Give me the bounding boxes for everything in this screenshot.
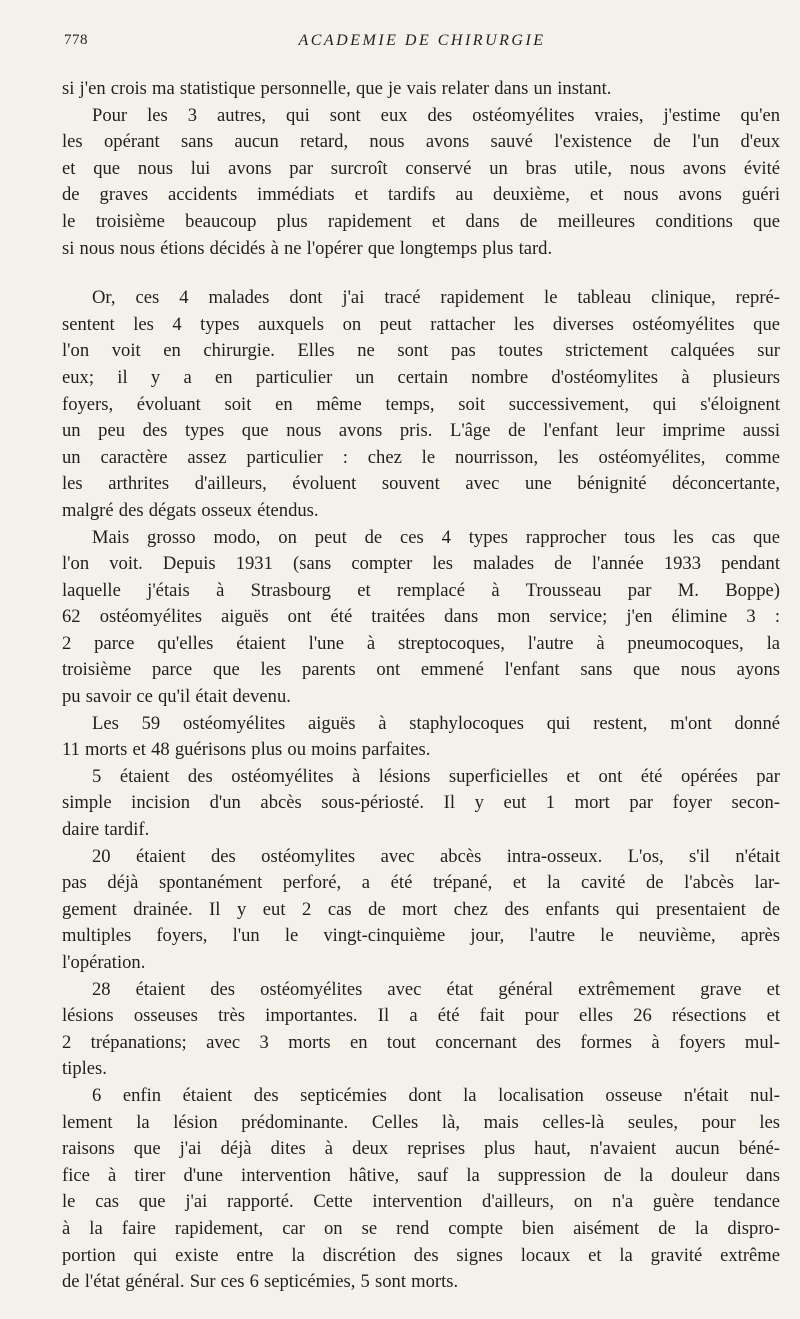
text-line: Pour les 3 autres, qui sont eux des ostéomyélites vraies, j'estime qu'en [92,104,780,126]
paragraph [62,76,780,103]
text-line: malgré des dégats osseux étendus. [62,499,319,521]
text-line: à la faire rapidement, car on se rend compte bien aisément de la dispro- [62,1217,780,1239]
text-line: et que nous lui avons par surcroît conservé un bras utile, nous avons évité [62,157,780,179]
text-line: simple incision d'un abcès sous-périosté. Il y eut 1 mort par foyer secon- [62,792,780,814]
text-line: 6 enfin étaient des septicémies dont la localisation osseuse n'était nul- [92,1084,780,1106]
text-line: Les 59 ostéomyélites aiguës à staphylocoques qui restent, m'ont donné [92,712,780,734]
running-head: ACADEMIE DE CHIRURGIE [298,32,546,49]
page-header [64,32,780,56]
paragraph [62,285,780,524]
paragraph [62,844,780,977]
paragraph-gap [62,262,780,285]
body-text [62,76,780,1296]
text-line: fice à tirer d'une intervention hâtive, sauf la suppression de la douleur dans [62,1164,780,1186]
text-line: de graves accidents immédiats et tardifs au deuxième, et nous avons guéri [62,184,780,206]
text-line: sentent les 4 types auxquels on peut rattacher les diverses ostéomyélites que [62,313,780,335]
text-line: pu savoir ce qu'il était devenu. [62,686,291,708]
text-line: 62 ostéomyélites aiguës ont été traitées dans mon service; j'en élimine 3 : [62,606,780,628]
text-line: Or, ces 4 malades dont j'ai tracé rapidement le tableau clinique, repré- [92,287,780,309]
paragraph [62,525,780,711]
text-line: lésions osseuses très importantes. Il a été fait pour elles 26 résections et [62,1005,780,1027]
text-line: 5 étaient des ostéomyélites à lésions superficielles et ont été opérées par [92,765,780,787]
text-line: si j'en crois ma statistique personnelle, que je vais relater dans un instant. [62,78,612,99]
text-line: portion qui existe entre la discrétion des signes locaux et la gravité extrême [62,1244,780,1266]
text-line: pas déjà spontanément perforé, a été trépané, et la cavité de l'abcès lar- [62,872,780,894]
text-line: raisons que j'ai déjà dites à deux reprises plus haut, n'avaient aucun béné- [62,1138,780,1160]
text-line: tiples. [62,1058,107,1080]
text-line: un peu des types que nous avons pris. L'âge de l'enfant leur imprime aussi [62,420,780,442]
text-line: troisième parce que les parents ont emmené l'enfant sans que nous ayons [62,659,780,681]
text-line: 20 étaient des ostéomylites avec abcès intra-osseux. L'os, s'il n'était [92,845,780,867]
text-line: foyers, évoluant soit en même temps, soit successivement, qui s'éloignent [62,393,780,415]
text-line: eux; il y a en particulier un certain nombre d'ostéomylites à plusieurs [62,366,780,388]
text-line: 28 étaient des ostéomyélites avec état général extrêmement grave et [92,978,780,1000]
text-line: un caractère assez particulier : chez le nourrisson, les ostéomyélites, comme [62,446,780,468]
text-line: 2 trépanations; avec 3 morts en tout concernant des formes à foyers mul- [62,1031,780,1053]
text-line: si nous nous étions décidés à ne l'opérer que longtemps plus tard. [62,237,553,259]
text-line: Mais grosso modo, on peut de ces 4 types rapprocher tous les cas que [92,526,780,548]
text-line: l'on voit. Depuis 1931 (sans compter les malades de l'année 1933 pendant [62,553,780,575]
text-line: 2 parce qu'elles étaient l'une à streptocoques, l'autre à pneumocoques, la [62,632,780,654]
text-line: de l'état général. Sur ces 6 septicémies, 5 sont morts. [62,1271,459,1293]
text-line: le cas que j'ai rapporté. Cette intervention d'ailleurs, on n'a guère tendance [62,1191,780,1213]
paragraph [62,103,780,263]
text-line: 11 morts et 48 guérisons plus ou moins parfaites. [62,739,431,761]
paragraph [62,711,780,764]
page-number: 778 [64,32,88,48]
text-line: les opérant sans aucun retard, nous avons sauvé l'existence de l'un d'eux [62,131,780,153]
text-line: le troisième beaucoup plus rapidement et dans de meilleures conditions que [62,210,780,232]
text-line: laquelle j'étais à Strasbourg et remplacé à Trousseau par M. Boppe) [62,579,780,601]
text-line: lement la lésion prédominante. Celles là, mais celles-là seules, pour les [62,1111,780,1133]
text-line: gement drainée. Il y eut 2 cas de mort chez des enfants qui presentaient de [62,898,780,920]
text-line: multiples foyers, l'un le vingt-cinquième jour, l'autre le neuvième, après [62,925,780,947]
text-line: l'on voit en chirurgie. Elles ne sont pas toutes strictement calquées sur [62,340,780,362]
text-line: daire tardif. [62,819,150,841]
text-line: les arthrites d'ailleurs, évoluent souvent avec une bénignité déconcertante, [62,473,780,495]
paragraph [62,764,780,844]
paragraph [62,977,780,1083]
text-line: l'opération. [62,952,146,973]
paragraph [62,1083,780,1296]
